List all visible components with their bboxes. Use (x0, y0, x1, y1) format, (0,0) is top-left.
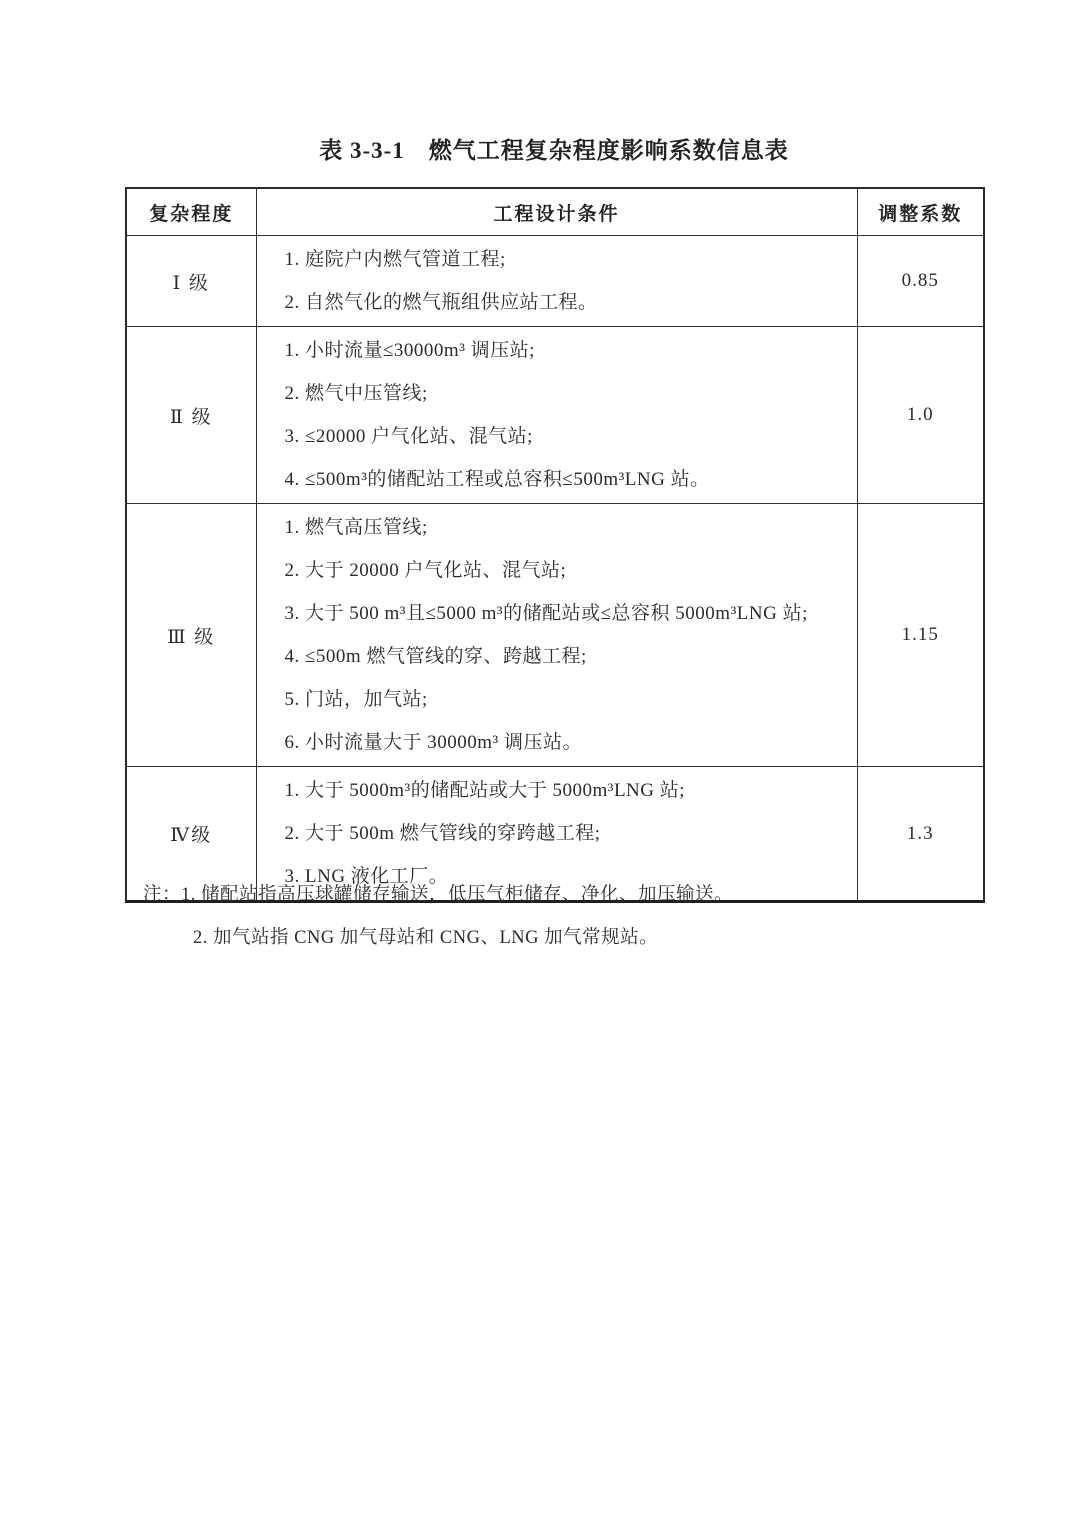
condition-item: 3. ≤20000 户气化站、混气站; (284, 426, 533, 447)
adjustment-coefficient-cell: 0.85 (857, 236, 984, 327)
condition-item: 2. 燃气中压管线; (284, 383, 428, 404)
design-conditions-cell (256, 327, 857, 504)
design-conditions-cell (256, 504, 857, 767)
condition-item: 3. 大于 500 m³且≤5000 m³的储配站或≤总容积 5000m³LNG 站; (284, 603, 808, 624)
condition-item: 2. 大于 500m 燃气管线的穿跨越工程; (284, 823, 601, 844)
condition-item: 1. 大于 5000m³的储配站或大于 5000m³LNG 站; (284, 780, 686, 801)
table-body (126, 236, 984, 902)
table-row (126, 236, 984, 327)
header-row (126, 188, 984, 236)
note-1: 注：1. 储配站指高压球罐储存输送，低压气柜储存、净化、加压输送。 (143, 885, 734, 905)
condition-item: 1. 燃气高压管线; (284, 517, 428, 538)
condition-item: 4. ≤500m 燃气管线的穿、跨越工程; (284, 646, 587, 667)
table-row (126, 504, 984, 767)
table-title: 表 3-3-1 燃气工程复杂程度影响系数信息表 (319, 138, 789, 163)
complexity-level-cell: Ⅳ级 (126, 767, 256, 902)
complexity-level-cell: Ⅱ 级 (126, 327, 256, 504)
condition-item: 2. 大于 20000 户气化站、混气站; (284, 560, 567, 581)
header-design-conditions: 工程设计条件 (256, 188, 857, 236)
condition-item: 1. 庭院户内燃气管道工程; (284, 249, 506, 270)
coefficient-table (125, 187, 985, 903)
adjustment-coefficient-cell: 1.3 (857, 767, 984, 902)
adjustment-coefficient-cell: 1.0 (857, 327, 984, 504)
condition-item: 3. LNG 液化工厂。 (284, 866, 449, 887)
header-complexity-level: 复杂程度 (126, 188, 256, 236)
table-header (126, 188, 984, 236)
complexity-level-cell: Ⅲ 级 (126, 504, 256, 767)
design-conditions-cell (256, 236, 857, 327)
table-row (126, 327, 984, 504)
condition-item: 1. 小时流量≤30000m³ 调压站; (284, 340, 535, 361)
condition-item: 2. 自然气化的燃气瓶组供应站工程。 (284, 292, 598, 313)
condition-item: 5. 门站，加气站; (284, 689, 428, 710)
adjustment-coefficient-cell: 1.15 (857, 504, 984, 767)
condition-item: 6. 小时流量大于 30000m³ 调压站。 (284, 732, 582, 753)
table-notes (143, 880, 983, 966)
complexity-level-cell: Ⅰ 级 (126, 236, 256, 327)
note-2: 2. 加气站指 CNG 加气母站和 CNG、LNG 加气常规站。 (193, 928, 659, 948)
condition-item: 4. ≤500m³的储配站工程或总容积≤500m³LNG 站。 (284, 469, 710, 490)
header-adjustment-coefficient: 调整系数 (857, 188, 984, 236)
